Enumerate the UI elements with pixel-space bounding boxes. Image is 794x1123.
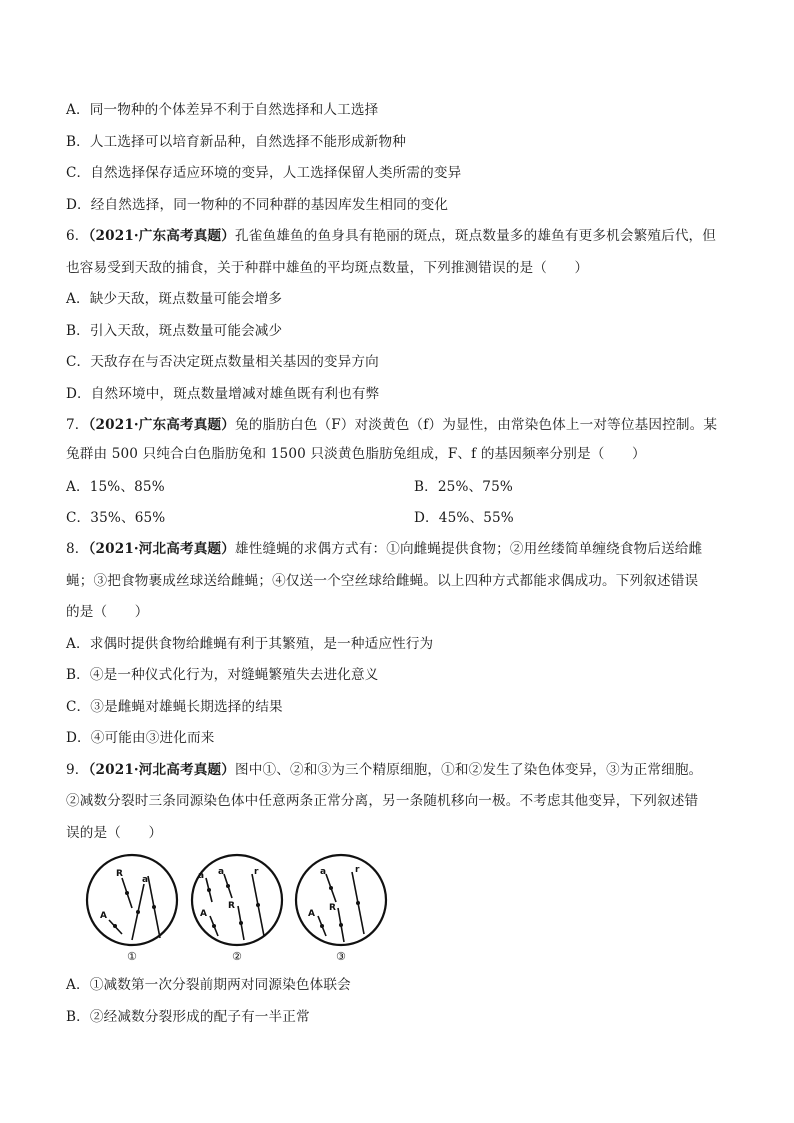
option-d-prev: D．经自然选择，同一物种的不同种群的基因库发生相同的变化: [66, 197, 449, 213]
centromere: [113, 924, 117, 928]
centromere: [226, 884, 230, 888]
cell-3-caption: ③: [336, 950, 346, 963]
q7-stem-line2: 兔群由 500 只纯合白色脂肪兔和 1500 只淡黄色脂肪兔组成，F、f 的基因频率分别是（ ）: [66, 446, 646, 462]
cell-3: [296, 855, 386, 945]
cell-2-label-a1: a: [198, 871, 205, 881]
q8-option-c: C．③是雌蝇对雄蝇长期选择的结果: [66, 699, 283, 715]
cell-2-membrane: [192, 855, 282, 945]
centromere: [239, 921, 243, 925]
q6-stem-text: 孔雀鱼雄鱼的鱼身具有艳丽的斑点，斑点数量多的雄鱼有更多机会繁殖后代，但: [235, 228, 717, 244]
q8-stem: [66, 540, 702, 558]
cell-3-label-A: A: [308, 909, 315, 919]
q7-option-d: D．45%、55%: [414, 510, 514, 526]
cell-2-label-r: r: [254, 867, 259, 877]
centromere: [256, 903, 260, 907]
cell-2-label-R: R: [228, 901, 235, 911]
centromere: [356, 901, 360, 905]
q9-stem-line3: 误的是（ ）: [66, 825, 163, 841]
cell-3-membrane: [296, 855, 386, 945]
cell-2-label-a2: a: [218, 867, 225, 877]
q6-option-a: A．缺少天敌，斑点数量可能会增多: [66, 291, 283, 307]
q9-stem: [66, 761, 702, 779]
option-b-prev: B．人工选择可以培育新品种，自然选择不能形成新物种: [66, 134, 406, 150]
q7-stem-text: 兔的脂肪白色（F）对淡黄色（f）为显性，由常染色体上一对等位基因控制。某: [235, 417, 718, 433]
q6-number: 6．: [66, 228, 89, 244]
spermatogonia-figure: [82, 852, 390, 964]
q9-number: 9．: [66, 762, 89, 778]
q9-source-tag: （2021·河北高考真题）: [88, 762, 236, 778]
centromere: [320, 924, 324, 928]
cell-2-label-A: A: [200, 909, 207, 919]
q7-option-c: C．35%、65%: [66, 510, 166, 526]
cell-1-caption: ①: [127, 950, 137, 963]
q6-stem: [66, 227, 716, 245]
q9-stem-line2: ②减数分裂时三条同源染色体中任意两条正常分离，另一条随机移向一极。不考虑其他变异，下列叙述错: [66, 793, 699, 809]
q6-option-d: D．自然环境中，斑点数量增减对雄鱼既有利也有弊: [66, 386, 380, 402]
q9-stem-text: 图中①、②和③为三个精原细胞，①和②发生了染色体变异，③为正常细胞。: [235, 762, 703, 778]
centromere: [212, 924, 216, 928]
q7-source-tag: （2021·广东高考真题）: [88, 417, 236, 433]
q7-stem: [66, 416, 717, 434]
q7-option-a: A．15%、85%: [66, 479, 165, 495]
q8-stem-line3: 的是（ ）: [66, 604, 149, 620]
cell-2-caption: ②: [232, 950, 242, 963]
centromere: [136, 910, 140, 914]
centromere: [339, 923, 343, 927]
q7-options-row2: [66, 509, 514, 527]
q8-source-tag: （2021·河北高考真题）: [88, 541, 236, 557]
cell-3-label-a: a: [320, 867, 327, 877]
q8-number: 8．: [66, 541, 89, 557]
q6-stem-line2: 也容易受到天敌的捕食，关于种群中雄鱼的平均斑点数量，下列推测错误的是（ ）: [66, 260, 589, 276]
cell-1-label-A: A: [100, 911, 107, 921]
option-c-prev: C．自然选择保存适应环境的变异，人工选择保留人类所需的变异: [66, 165, 462, 181]
cell-2: [192, 855, 282, 945]
q8-option-d: D．④可能由③进化而来: [66, 730, 215, 746]
q8-option-b: B．④是一种仪式化行为，对缝蝇繁殖失去进化意义: [66, 667, 379, 683]
centromere: [329, 886, 333, 890]
q9-option-b: B．②经减数分裂形成的配子有一半正常: [66, 1009, 310, 1025]
q8-stem-line2: 蝇；③把食物裹成丝球送给雌蝇；④仅送一个空丝球给雌蝇。以上四种方式都能求偶成功。下列叙述错误: [66, 573, 699, 589]
q8-stem-text: 雄性缝蝇的求偶方式有：①向雌蝇提供食物；②用丝缕简单缠绕食物后送给雌: [235, 541, 703, 557]
cell-1-membrane: [87, 855, 177, 945]
q6-option-b: B．引入天敌，斑点数量可能会减少: [66, 323, 283, 339]
centromere: [207, 888, 211, 892]
option-a-prev: A．同一物种的个体差异不利于自然选择和人工选择: [66, 102, 379, 118]
cell-1-label-a: a: [142, 875, 149, 885]
q6-option-c: C．天敌存在与否决定斑点数量相关基因的变异方向: [66, 354, 379, 370]
centromere: [152, 905, 156, 909]
cell-3-label-R: R: [329, 903, 336, 913]
centromere: [125, 891, 129, 895]
cells-diagram: [82, 852, 390, 964]
q7-options-row1: [66, 478, 513, 496]
cell-1: [87, 855, 177, 945]
q9-option-a: A．①减数第一次分裂前期两对同源染色体联会: [66, 977, 351, 993]
q8-option-a: A．求偶时提供食物给雌蝇有利于其繁殖，是一种适应性行为: [66, 636, 434, 652]
q6-source-tag: （2021·广东高考真题）: [88, 228, 236, 244]
cell-3-label-r: r: [355, 865, 360, 875]
cell-1-label-R: R: [116, 869, 123, 879]
q7-option-b: B．25%、75%: [414, 479, 513, 495]
q7-number: 7．: [66, 417, 89, 433]
